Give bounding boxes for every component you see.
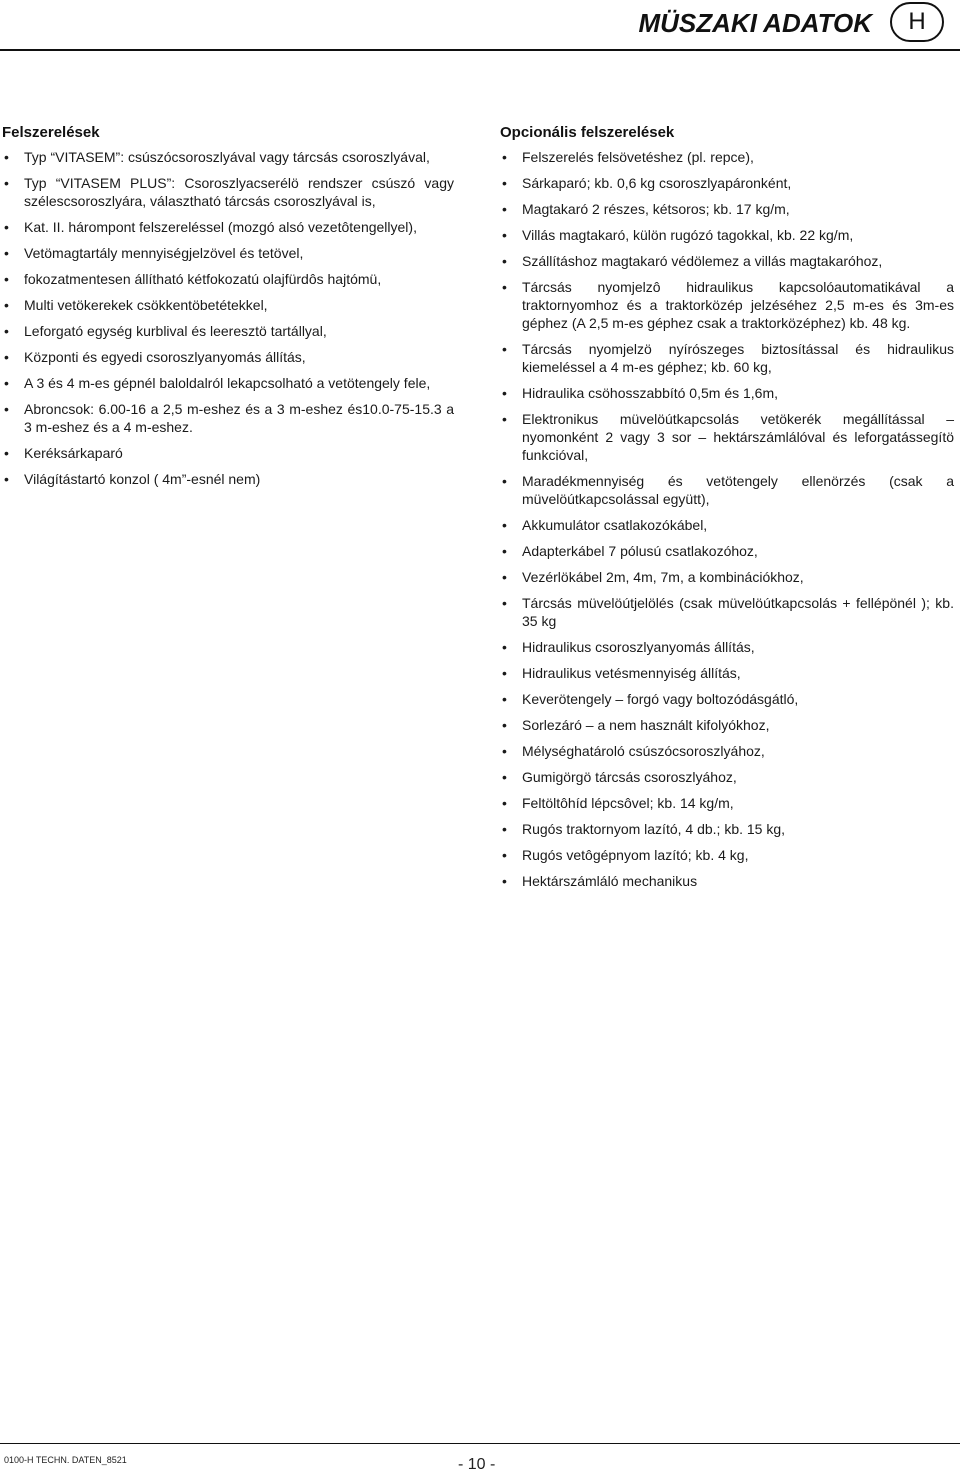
bullet-icon: • [502, 795, 507, 811]
list-item-text: Keverötengely – forgó vagy boltozódásgátló, [522, 691, 799, 707]
bullet-icon: • [502, 175, 507, 191]
bullet-icon: • [502, 569, 507, 585]
list-item [500, 664, 954, 682]
list-item-text: Gumigörgö tárcsás csoroszlyához, [522, 769, 737, 785]
bullet-icon: • [502, 149, 507, 165]
list-item-text: Keréksárkaparó [24, 445, 123, 461]
bullet-icon: • [502, 253, 507, 269]
bullet-icon: • [502, 201, 507, 217]
list-item [2, 244, 454, 262]
list-item-text: Mélységhatároló csúszócsoroszlyához, [522, 743, 765, 759]
list-item-text: Hektárszámláló mechanikus [522, 873, 698, 889]
list-item-text: A 3 és 4 m-es gépnél baloldalról lekapcsolható a vetötengely fele, [24, 375, 431, 391]
list-item [500, 200, 954, 218]
list-item [500, 252, 954, 270]
list-item-text: Vetömagtartály mennyiségjelzövel és tetövel, [24, 245, 304, 261]
list-item-text: Rugós vetôgépnyom lazító; kb. 4 kg, [522, 847, 749, 863]
bullet-icon: • [4, 375, 9, 391]
optional-equipment-heading: Opcionális felszerelések [500, 124, 675, 141]
list-item-text: Vezérlökábel 2m, 4m, 7m, a kombinációkhoz, [522, 569, 804, 585]
list-item [2, 148, 454, 166]
list-item-text: Sárkaparó; kb. 0,6 kg csoroszlyapáronként, [522, 175, 792, 191]
bullet-icon: • [4, 471, 9, 487]
list-item [500, 594, 954, 630]
list-item [500, 742, 954, 760]
list-item [2, 296, 454, 314]
list-item-text: fokozatmentesen állítható kétfokozatú olajfürdôs hajtómü, [24, 271, 382, 287]
bullet-icon: • [4, 175, 9, 191]
list-item [500, 148, 954, 166]
bullet-icon: • [502, 769, 507, 785]
bullet-icon: • [4, 323, 9, 339]
list-item-text: Rugós traktornyom lazító, 4 db.; kb. 15 kg, [522, 821, 786, 837]
bullet-icon: • [502, 473, 507, 489]
footer-divider [0, 1443, 960, 1444]
list-item-text: Akkumulátor csatlakozókábel, [522, 517, 708, 533]
list-item-text: Hidraulikus vetésmennyiség állítás, [522, 665, 741, 681]
list-item [2, 400, 454, 436]
list-item [500, 384, 954, 402]
bullet-icon: • [502, 517, 507, 533]
list-item-text: Maradékmennyiség és vetötengely ellenörzés (csak a müvelöútkapcsolással együtt), [522, 473, 954, 507]
bullet-icon: • [4, 401, 9, 417]
list-item [500, 278, 954, 332]
bullet-icon: • [502, 543, 507, 559]
optional-equipment-list [500, 148, 954, 890]
list-item [500, 872, 954, 890]
list-item [500, 516, 954, 534]
list-item [500, 846, 954, 864]
list-item [500, 794, 954, 812]
list-item-text: Abroncsok: 6.00-16 a 2,5 m-eshez és a 3 m-eshez és10.0-75-15.3 a 3 m-eshez és a 4 m-eshez. [24, 401, 454, 435]
bullet-icon: • [502, 665, 507, 681]
list-item-text: Világítástartó konzol ( 4m”-esnél nem) [24, 471, 261, 487]
list-item [2, 270, 454, 288]
list-item [500, 472, 954, 508]
bullet-icon: • [4, 149, 9, 165]
optional-equipment-column [500, 124, 954, 898]
header-divider [0, 49, 960, 51]
list-item-text: Tárcsás nyomjelzö nyírószeges biztosítással és hidraulikus kiemeléssel a 4 m-es géphez; kb. 60 kg, [522, 341, 954, 375]
bullet-icon: • [502, 639, 507, 655]
list-item-text: Felszerelés felsövetéshez (pl. repce), [522, 149, 754, 165]
bullet-icon: • [4, 219, 9, 235]
list-item [2, 218, 454, 236]
bullet-icon: • [502, 717, 507, 733]
bullet-icon: • [502, 847, 507, 863]
list-item-text: Elektronikus müvelöútkapcsolás vetökerék megállítással – nyomonként 2 vagy 3 sor – hektárszámlálóval és leforgatássegítö funkcióval, [522, 411, 954, 463]
bullet-icon: • [4, 445, 9, 461]
bullet-icon: • [502, 341, 507, 357]
list-item-text: Feltöltôhíd lépcsôvel; kb. 14 kg/m, [522, 795, 734, 811]
bullet-icon: • [502, 227, 507, 243]
list-item [500, 820, 954, 838]
list-item-text: Villás magtakaró, külön rugózó tagokkal, kb. 22 kg/m, [522, 227, 854, 243]
document-code: 0100-H TECHN. DATEN_8521 [4, 1455, 127, 1465]
list-item-text: Adapterkábel 7 pólusú csatlakozóhoz, [522, 543, 758, 559]
list-item [2, 470, 454, 488]
bullet-icon: • [502, 411, 507, 427]
standard-equipment-column [2, 124, 454, 496]
list-item [500, 542, 954, 560]
list-item-text: Szállításhoz magtakaró védölemez a villás magtakaróhoz, [522, 253, 883, 269]
list-item [500, 638, 954, 656]
page-number: - 10 - [458, 1456, 496, 1473]
list-item [500, 690, 954, 708]
list-item-text: Typ “VITASEM”: csúszócsoroszlyával vagy tárcsás csoroszlyával, [24, 149, 430, 165]
list-item-text: Tárcsás müvelöútjelölés (csak müvelöútkapcsolás + fellépönél ); kb. 35 kg [522, 595, 954, 629]
list-item [500, 226, 954, 244]
list-item-text: Hidraulikus csoroszlyanyomás állítás, [522, 639, 755, 655]
bullet-icon: • [502, 279, 507, 295]
list-item [500, 174, 954, 192]
list-item-text: Kat. II. hárompont felszereléssel (mozgó alsó vezetôtengellyel), [24, 219, 417, 235]
bullet-icon: • [502, 595, 507, 611]
list-item-text: Multi vetökerekek csökkentöbetétekkel, [24, 297, 268, 313]
standard-equipment-list [2, 148, 454, 488]
list-item [2, 444, 454, 462]
list-item-text: Központi és egyedi csoroszlyanyomás állítás, [24, 349, 306, 365]
bullet-icon: • [4, 297, 9, 313]
list-item [2, 374, 454, 392]
list-item [2, 174, 454, 210]
list-item [500, 716, 954, 734]
list-item-text: Sorlezáró – a nem használt kifolyókhoz, [522, 717, 770, 733]
list-item [500, 568, 954, 586]
bullet-icon: • [4, 349, 9, 365]
list-item-text: Hidraulika csöhosszabbító 0,5m és 1,6m, [522, 385, 779, 401]
list-item [2, 348, 454, 366]
list-item [500, 768, 954, 786]
bullet-icon: • [502, 873, 507, 889]
bullet-icon: • [502, 385, 507, 401]
bullet-icon: • [502, 691, 507, 707]
bullet-icon: • [4, 245, 9, 261]
section-badge: H [890, 2, 944, 42]
bullet-icon: • [502, 743, 507, 759]
list-item [500, 410, 954, 464]
standard-equipment-heading: Felszerelések [2, 124, 100, 141]
list-item-text: Leforgató egység kurblival és leeresztö tartállyal, [24, 323, 327, 339]
list-item-text: Magtakaró 2 részes, kétsoros; kb. 17 kg/m, [522, 201, 790, 217]
list-item-text: Typ “VITASEM PLUS”: Csoroszlyacserélö rendszer csúszó vagy szélescsoroszlyára, választható tárcsás csoroszlyával is, [24, 175, 454, 209]
list-item-text: Tárcsás nyomjelzô hidraulikus kapcsolóautomatikával a traktornyomhoz és a traktorközép jelzéséhez 2,5 m-es és 3m-es géphez (A 2,5 m-es géphez csak a traktorközéphez) kb. 48 kg. [522, 279, 954, 331]
bullet-icon: • [502, 821, 507, 837]
list-item [500, 340, 954, 376]
page-title: MÜSZAKI ADATOK [638, 8, 872, 38]
bullet-icon: • [4, 271, 9, 287]
list-item [2, 322, 454, 340]
